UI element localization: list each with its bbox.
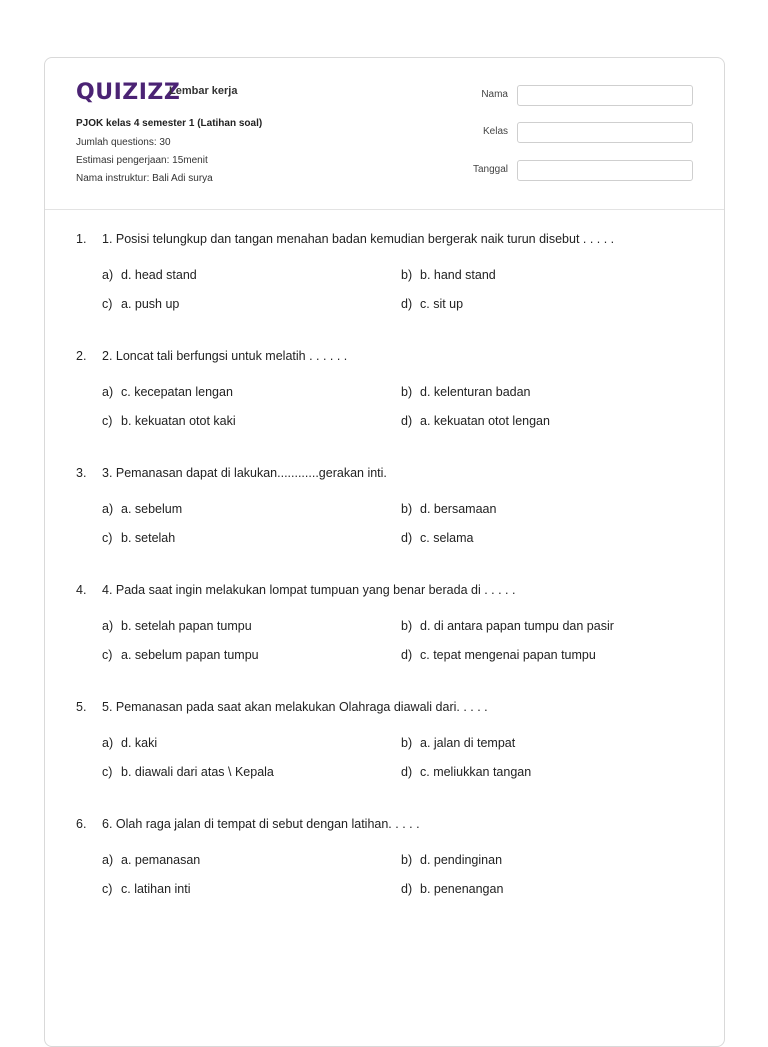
answer-option — [401, 268, 496, 282]
question-text: 6. Olah raga jalan di tempat di sebut dengan latihan. . . . . — [102, 817, 420, 831]
question-number: 6. — [76, 817, 87, 831]
option-letter: b) — [401, 268, 413, 282]
answer-option — [401, 765, 531, 779]
answer-option — [401, 502, 496, 516]
answer-option — [401, 297, 463, 311]
answer-option — [401, 736, 515, 750]
quizizz-logo: QUIZIZZ — [76, 80, 181, 105]
option-text: a. sebelum — [121, 502, 183, 516]
answer-option — [102, 385, 233, 399]
answer-option — [102, 765, 274, 779]
answer-option — [401, 385, 531, 399]
date-label: Tanggal — [472, 164, 508, 175]
option-text: c. sit up — [420, 297, 464, 311]
question-text: 2. Loncat tali berfungsi untuk melatih . . . . . . — [102, 349, 348, 363]
option-text: a. pemanasan — [121, 853, 201, 867]
option-letter: d) — [401, 531, 413, 545]
option-text: a. kekuatan otot lengan — [420, 414, 550, 428]
option-letter: d) — [401, 297, 413, 311]
option-text: c. selama — [420, 531, 474, 545]
question-text: 3. Pemanasan dapat di lakukan............gerakan inti. — [102, 466, 387, 480]
doc-type-label: Lembar kerja — [169, 85, 238, 97]
option-letter: b) — [401, 853, 413, 867]
option-text: b. hand stand — [420, 268, 496, 282]
option-letter: c) — [102, 414, 113, 428]
question-text: 5. Pemanasan pada saat akan melakukan Olahraga diawali dari. . . . . — [102, 700, 488, 714]
answer-option — [102, 297, 179, 311]
question-number: 3. — [76, 466, 87, 480]
answer-option — [102, 268, 197, 282]
answer-option — [401, 414, 550, 428]
question-number: 5. — [76, 700, 87, 714]
class-label: Kelas — [482, 126, 508, 137]
option-letter: b) — [401, 385, 413, 399]
option-text: b. setelah — [121, 531, 176, 545]
option-text: c. tepat mengenai papan tumpu — [420, 648, 596, 662]
option-letter: d) — [401, 648, 413, 662]
option-text: c. kecepatan lengan — [121, 385, 233, 399]
option-letter: d) — [401, 882, 413, 896]
option-text: c. meliukkan tangan — [420, 765, 532, 779]
option-text: d. kaki — [121, 736, 158, 750]
answer-option — [102, 414, 236, 428]
option-text: b. kekuatan otot kaki — [121, 414, 236, 428]
question-number: 2. — [76, 349, 87, 363]
option-letter: c) — [102, 648, 113, 662]
answer-option — [102, 882, 190, 896]
question-text: 4. Pada saat ingin melakukan lompat tumpuan yang benar berada di . . . . . — [102, 583, 516, 597]
question-count: Jumlah questions: 30 — [76, 137, 171, 148]
answer-option — [401, 853, 502, 867]
answer-option — [401, 531, 474, 545]
option-letter: b) — [401, 619, 413, 633]
option-text: b. setelah papan tumpu — [121, 619, 252, 633]
option-text: a. sebelum papan tumpu — [121, 648, 259, 662]
answer-option — [401, 648, 596, 662]
option-letter: d) — [401, 414, 413, 428]
option-text: d. di antara papan tumpu dan pasir — [420, 619, 614, 633]
estimated-time: Estimasi pengerjaan: 15menit — [76, 155, 208, 166]
answer-option — [102, 531, 175, 545]
option-letter: c) — [102, 765, 113, 779]
option-letter: a) — [102, 385, 114, 399]
answer-option — [102, 619, 252, 633]
date-field[interactable] — [517, 160, 693, 181]
worksheet — [44, 57, 725, 1047]
class-field[interactable] — [517, 122, 693, 143]
instructor-name: Nama instruktur: Bali Adi surya — [76, 173, 213, 184]
option-letter: a) — [102, 619, 114, 633]
option-letter: a) — [102, 268, 114, 282]
option-text: d. head stand — [121, 268, 197, 282]
question-number: 1. — [76, 232, 87, 246]
worksheet-header — [45, 58, 724, 210]
option-text: c. latihan inti — [121, 882, 191, 896]
name-label: Nama — [481, 89, 508, 100]
option-text: d. kelenturan badan — [420, 385, 531, 399]
name-field[interactable] — [517, 85, 693, 106]
worksheet-title: PJOK kelas 4 semester 1 (Latihan soal) — [76, 118, 263, 129]
option-letter: c) — [102, 882, 113, 896]
option-text: d. pendinginan — [420, 853, 503, 867]
option-text: a. jalan di tempat — [420, 736, 516, 750]
answer-option — [102, 502, 182, 516]
option-text: b. diawali dari atas \ Kepala — [121, 765, 274, 779]
option-letter: c) — [102, 531, 113, 545]
option-letter: a) — [102, 502, 114, 516]
option-letter: b) — [401, 502, 413, 516]
option-text: d. bersamaan — [420, 502, 497, 516]
answer-option — [102, 736, 157, 750]
question-text: 1. Posisi telungkup dan tangan menahan badan kemudian bergerak naik turun disebut . . . . . — [102, 232, 615, 246]
answer-option — [401, 882, 503, 896]
option-letter: b) — [401, 736, 413, 750]
answer-option — [401, 619, 614, 633]
answer-option — [102, 648, 259, 662]
option-letter: c) — [102, 297, 113, 311]
option-text: a. push up — [121, 297, 180, 311]
option-letter: a) — [102, 736, 114, 750]
option-letter: a) — [102, 853, 114, 867]
option-text: b. penenangan — [420, 882, 504, 896]
question-number: 4. — [76, 583, 87, 597]
option-letter: d) — [401, 765, 413, 779]
answer-option — [102, 853, 200, 867]
